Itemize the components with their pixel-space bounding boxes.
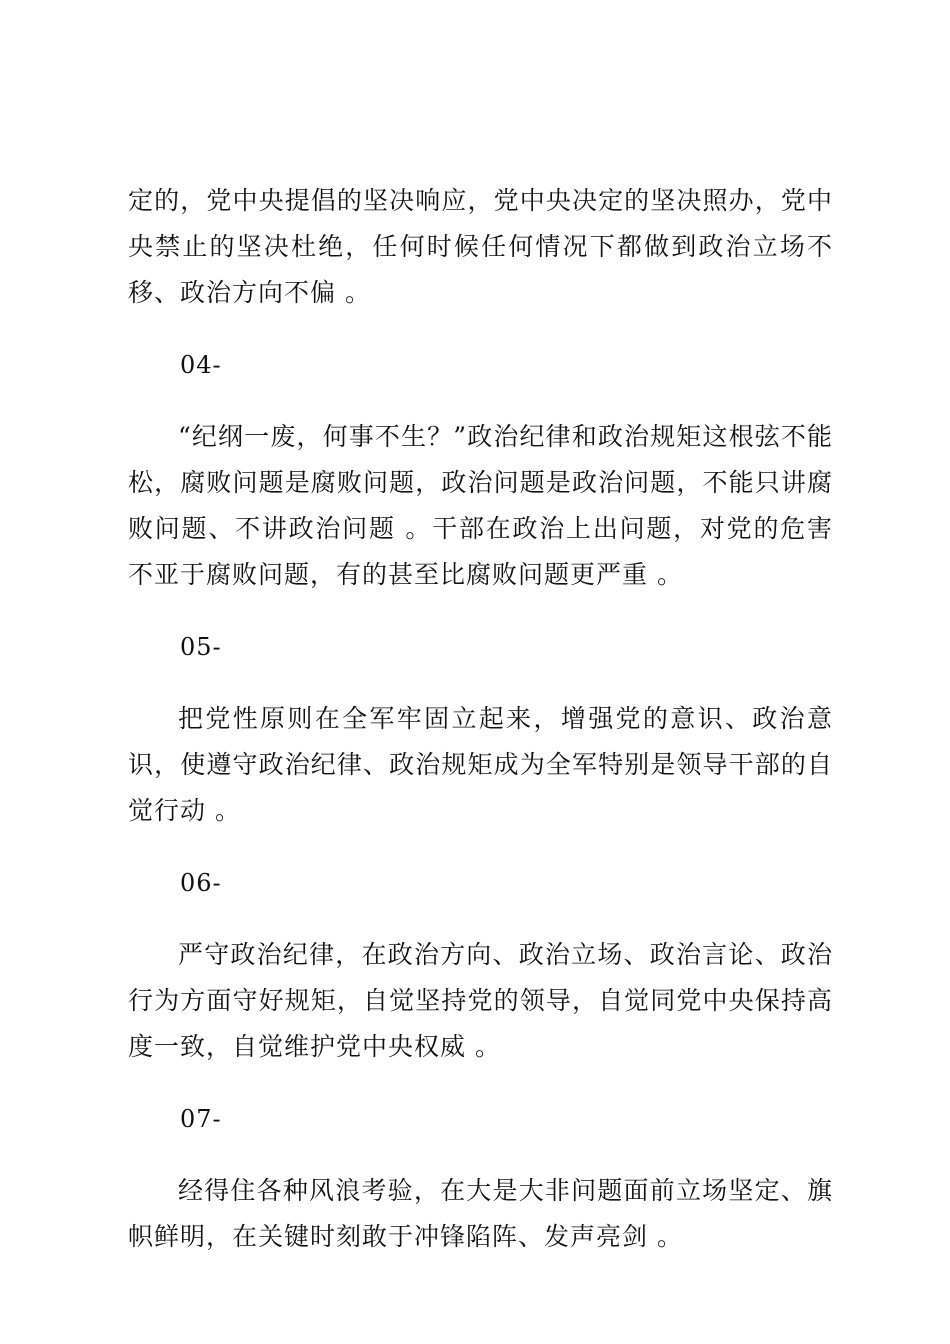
paragraph-gap <box>128 906 833 932</box>
paragraph-gap <box>128 316 833 342</box>
paragraph-continuation: 定的，党中央提倡的坚决响应，党中央决定的坚决照办，党中央禁止的坚决杜绝，任何时候任何情况下都做到政治立场不移、政治方向不偏 。 <box>128 186 833 307</box>
paragraph-gap <box>128 834 833 860</box>
section-number-06: 06- <box>180 869 222 897</box>
section-number-05: 05- <box>180 633 222 661</box>
section-number-04: 04- <box>180 351 222 379</box>
section-number-07: 07- <box>180 1105 222 1133</box>
paragraph-05: 把党性原则在全军牢固立起来，增强党的意识、政治意识，使遵守政治纪律、政治规矩成为全军特别是领导干部的自觉行动 。 <box>128 704 833 825</box>
paragraph-06: 严守政治纪律，在政治方向、政治立场、政治言论、政治行为方面守好规矩，自觉坚持党的领导，自觉同党中央保持高度一致，自觉维护党中央权威 。 <box>128 940 833 1061</box>
paragraph-04: “纪纲一废，何事不生？”政治纪律和政治规矩这根弦不能松，腐败问题是腐败问题，政治问题是政治问题，不能只讲腐败问题、不讲政治问题 。干部在政治上出问题，对党的危害不亚于腐败问题，有的甚至比腐败问题更严重 。 <box>128 422 833 589</box>
paragraph-gap <box>128 670 833 696</box>
paragraph-07: 经得住各种风浪考验，在大是大非问题面前立场坚定、旗帜鲜明，在关键时刻敢于冲锋陷阵、发声亮剑 。 <box>128 1176 833 1251</box>
paragraph-gap <box>128 1070 833 1096</box>
paragraph-gap <box>128 1142 833 1168</box>
paragraph-gap <box>128 598 833 624</box>
paragraph-gap <box>128 388 833 414</box>
document-body <box>128 178 833 1260</box>
